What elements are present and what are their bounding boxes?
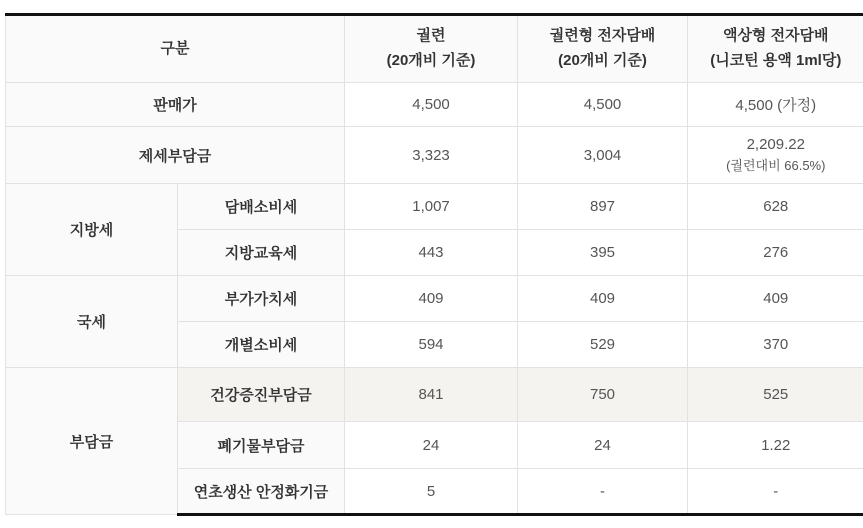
cell-total-levy-cigarette: 3,323 bbox=[345, 127, 518, 184]
cell-tobacco-consumption-cigarette: 1,007 bbox=[345, 184, 518, 230]
header-category: 구분 bbox=[6, 15, 345, 83]
header-heated-line2: (20개비 기준) bbox=[558, 52, 647, 69]
row-price bbox=[6, 83, 863, 127]
cell-price-heated: 4,500 bbox=[518, 83, 688, 127]
total-levy-liquid-note: (궐련대비 66.5%) bbox=[726, 158, 826, 173]
row-label-local-education-tax: 지방교육세 bbox=[178, 230, 345, 276]
cell-price-cigarette: 4,500 bbox=[345, 83, 518, 127]
cell-waste-heated: 24 bbox=[518, 422, 688, 469]
cell-tobacco-consumption-heated: 897 bbox=[518, 184, 688, 230]
group-label-levy: 부담금 bbox=[6, 368, 178, 515]
total-levy-liquid-value: 2,209.22 bbox=[746, 136, 805, 153]
row-label-health-promotion-levy: 건강증진부담금 bbox=[178, 368, 345, 422]
header-cigarette-line1: 궐련 bbox=[416, 27, 446, 45]
cell-stabilization-cigarette: 5 bbox=[345, 469, 518, 515]
cell-individual-consumption-heated: 529 bbox=[518, 322, 688, 368]
cell-waste-cigarette: 24 bbox=[345, 422, 518, 469]
cell-tobacco-consumption-liquid: 628 bbox=[688, 184, 863, 230]
header-row bbox=[6, 15, 863, 83]
row-total-levy bbox=[6, 127, 863, 184]
cell-health-promotion-cigarette: 841 bbox=[345, 368, 518, 422]
row-value-added-tax bbox=[6, 276, 863, 322]
cell-vat-heated: 409 bbox=[518, 276, 688, 322]
header-liquid-ecig bbox=[688, 15, 863, 83]
cell-total-levy-liquid bbox=[688, 127, 863, 184]
cell-health-promotion-heated: 750 bbox=[518, 368, 688, 422]
header-cigarette-line2: (20개비 기준) bbox=[386, 52, 476, 69]
cell-health-promotion-liquid: 525 bbox=[688, 368, 863, 422]
cell-local-education-cigarette: 443 bbox=[345, 230, 518, 276]
cell-local-education-liquid: 276 bbox=[688, 230, 863, 276]
row-label-waste-levy: 폐기물부담금 bbox=[178, 422, 345, 469]
group-label-national-tax: 국세 bbox=[6, 276, 178, 368]
header-heated-line1: 궐련형 전자담배 bbox=[549, 27, 656, 45]
cell-stabilization-liquid: - bbox=[688, 469, 863, 515]
group-label-local-tax: 지방세 bbox=[6, 184, 178, 276]
header-cigarette bbox=[345, 15, 518, 83]
header-heated-tobacco bbox=[518, 15, 688, 83]
tobacco-tax-table bbox=[5, 13, 863, 516]
row-label-value-added-tax: 부가가치세 bbox=[178, 276, 345, 322]
cell-local-education-heated: 395 bbox=[518, 230, 688, 276]
row-label-individual-consumption-tax: 개별소비세 bbox=[178, 322, 345, 368]
row-health-promotion-levy bbox=[6, 368, 863, 422]
cell-vat-cigarette: 409 bbox=[345, 276, 518, 322]
cell-individual-consumption-liquid: 370 bbox=[688, 322, 863, 368]
cell-vat-liquid: 409 bbox=[688, 276, 863, 322]
row-tobacco-consumption-tax bbox=[6, 184, 863, 230]
row-label-total-levy: 제세부담금 bbox=[6, 127, 345, 184]
cell-individual-consumption-cigarette: 594 bbox=[345, 322, 518, 368]
row-label-price: 판매가 bbox=[6, 83, 345, 127]
cell-waste-liquid: 1.22 bbox=[688, 422, 863, 469]
row-label-tobacco-consumption-tax: 담배소비세 bbox=[178, 184, 345, 230]
row-label-tobacco-stabilization-fund: 연초생산 안정화기금 bbox=[178, 469, 345, 515]
header-liquid-line1: 액상형 전자담배 bbox=[722, 27, 829, 45]
cell-total-levy-heated: 3,004 bbox=[518, 127, 688, 184]
cell-stabilization-heated: - bbox=[518, 469, 688, 515]
cell-price-liquid: 4,500 (가정) bbox=[688, 83, 863, 127]
header-liquid-line2: (니코틴 용액 1ml당) bbox=[710, 52, 842, 69]
